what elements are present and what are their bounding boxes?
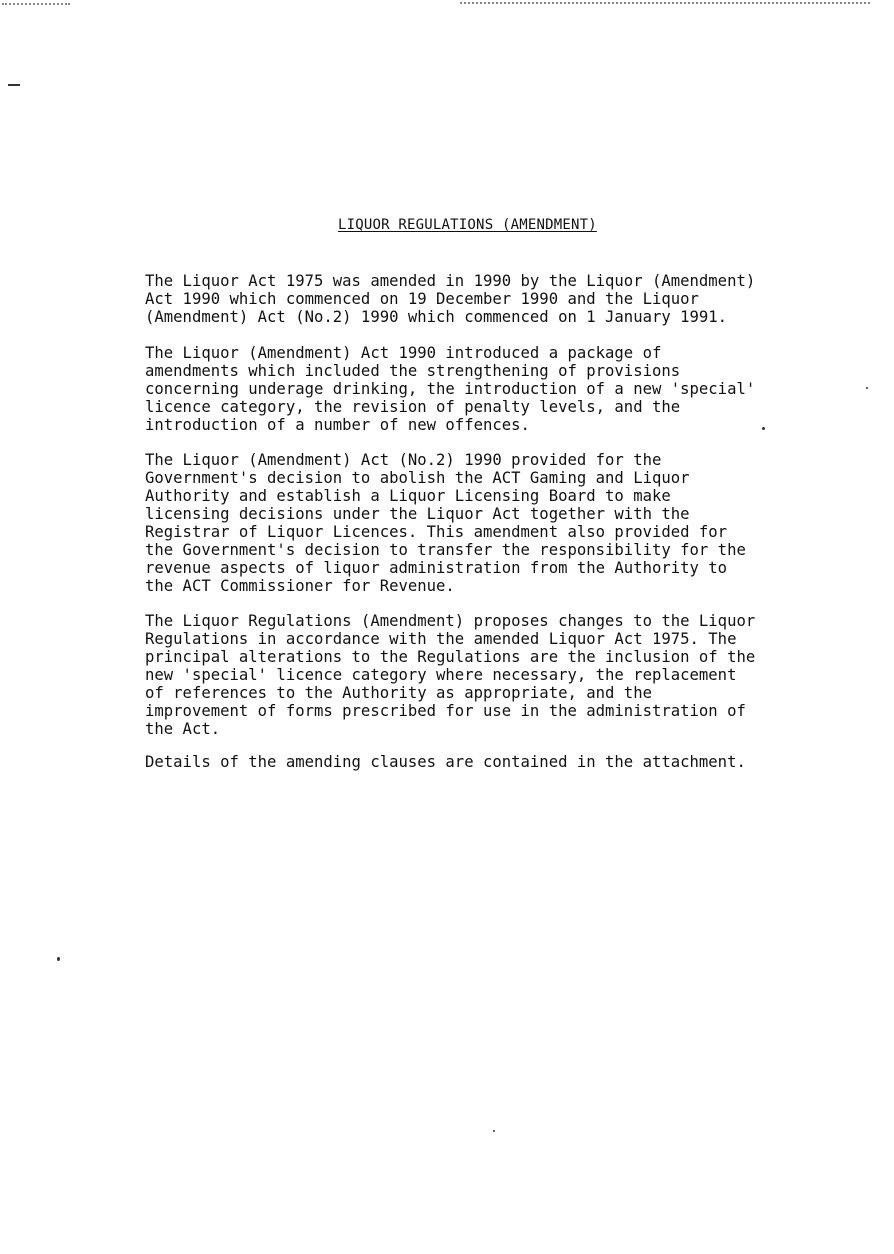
paragraph-line: the Act. [145, 720, 221, 738]
paragraph-line: the Government's decision to transfer the responsibility for the [145, 541, 746, 559]
paragraph-1 [145, 272, 865, 326]
scan-mark [8, 84, 20, 86]
paragraph-4 [145, 612, 865, 738]
paragraph-line: The Liquor Regulations (Amendment) proposes changes to the Liquor [145, 612, 756, 630]
scan-artifact-top [460, 2, 870, 4]
paragraph-line: The Liquor (Amendment) Act (No.2) 1990 provided for the [145, 451, 662, 469]
paragraph-5 [145, 753, 865, 771]
paragraph-line: licence category, the revision of penalty levels, and the [145, 398, 681, 416]
paragraph-2 [145, 344, 865, 434]
paragraph-line: amendments which included the strengthening of provisions [145, 362, 681, 380]
paragraph-line: revenue aspects of liquor administration from the Authority to [145, 559, 728, 577]
paragraph-line: The Liquor (Amendment) Act 1990 introduced a package of [145, 344, 662, 362]
paragraph-line: Details of the amending clauses are contained in the attachment. [145, 753, 746, 771]
scan-speck [866, 387, 868, 389]
paragraph-line: (Amendment) Act (No.2) 1990 which commenced on 1 January 1991. [145, 308, 728, 326]
scan-artifact-top-left [2, 3, 70, 5]
paragraph-line: The Liquor Act 1975 was amended in 1990 by the Liquor (Amendment) [145, 272, 756, 290]
scan-speck [493, 1130, 495, 1132]
paragraph-line: licensing decisions under the Liquor Act together with the [145, 505, 690, 523]
paragraph-line: improvement of forms prescribed for use in the administration of [145, 702, 746, 720]
paragraph-line: of references to the Authority as appropriate, and the [145, 684, 652, 702]
paragraph-line: new 'special' licence category where necessary, the replacement [145, 666, 737, 684]
paragraph-line: concerning underage drinking, the introduction of a new 'special' [145, 380, 756, 398]
paragraph-3 [145, 451, 865, 595]
paragraph-line: Act 1990 which commenced on 19 December 1990 and the Liquor [145, 290, 699, 308]
paragraph-line: principal alterations to the Regulations are the inclusion of the [145, 648, 756, 666]
paragraph-line: the ACT Commissioner for Revenue. [145, 577, 455, 595]
paragraph-line: Authority and establish a Liquor Licensing Board to make [145, 487, 671, 505]
document-title: LIQUOR REGULATIONS (AMENDMENT) [338, 217, 597, 233]
scan-speck [57, 957, 60, 961]
paragraph-line: Registrar of Liquor Licences. This amendment also provided for [145, 523, 728, 541]
paragraph-line: Government's decision to abolish the ACT Gaming and Liquor [145, 469, 690, 487]
paragraph-line: Regulations in accordance with the amended Liquor Act 1975. The [145, 630, 737, 648]
paragraph-line: introduction of a number of new offences. [145, 416, 530, 434]
